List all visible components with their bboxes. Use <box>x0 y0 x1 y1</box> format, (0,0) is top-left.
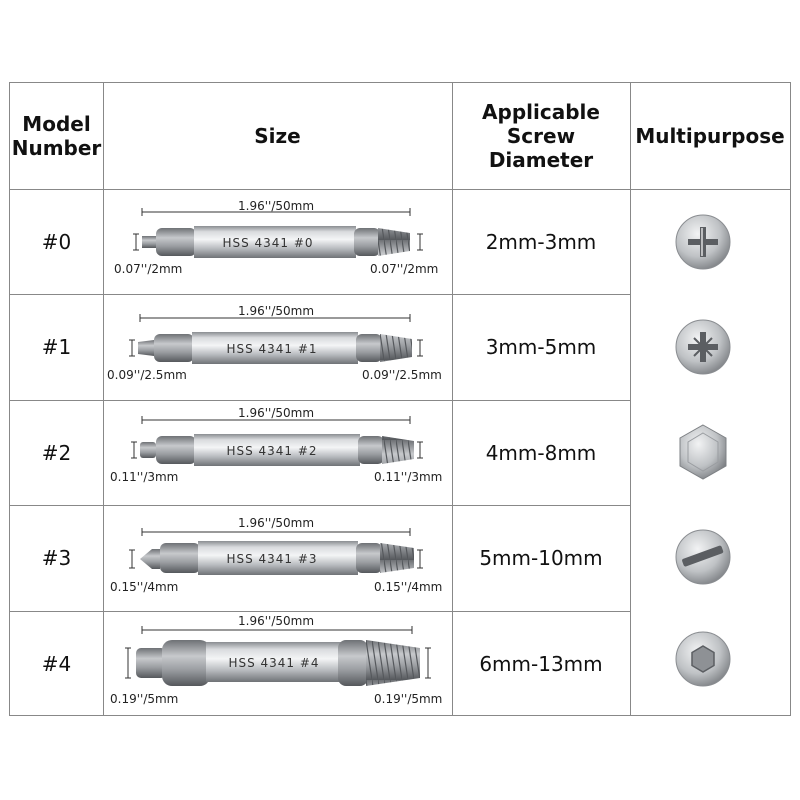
slotted-screw-icon <box>674 528 732 586</box>
screw-diameter: 2mm-3mm <box>485 229 597 254</box>
drill-bit-1 <box>129 314 423 364</box>
length-label: 1.96''/50mm <box>238 516 315 530</box>
left-tip-label: 0.11''/3mm <box>110 470 179 484</box>
left-tip-label: 0.07''/2mm <box>114 262 183 276</box>
phillips-screw-icon <box>674 213 732 271</box>
bit-engraving: HSS 4341 #3 <box>226 552 318 566</box>
left-tip-label: 0.09''/2.5mm <box>107 368 187 382</box>
model-number: #3 <box>41 546 72 570</box>
header-size: Size <box>254 124 301 148</box>
right-tip-label: 0.15''/4mm <box>374 580 443 594</box>
length-label: 1.96''/50mm <box>238 304 315 318</box>
right-tip-label: 0.09''/2.5mm <box>362 368 442 382</box>
header-model-number: Model Number <box>11 112 102 160</box>
bit-engraving: HSS 4341 #1 <box>226 342 318 356</box>
bit-engraving: HSS 4341 #0 <box>222 236 314 250</box>
hex-socket-screw-icon <box>674 630 732 688</box>
length-label: 1.96''/50mm <box>238 406 315 420</box>
drill-bit-0 <box>133 208 423 258</box>
drill-bit-4 <box>125 626 431 686</box>
bit-engraving: HSS 4341 #4 <box>228 656 320 670</box>
right-tip-label: 0.19''/5mm <box>374 692 443 706</box>
screw-diameter: 6mm-13mm <box>479 651 603 676</box>
pozidriv-screw-icon <box>674 318 732 376</box>
hex-bolt-icon <box>674 423 732 481</box>
right-tip-label: 0.11''/3mm <box>374 470 443 484</box>
header-multipurpose: Multipurpose <box>635 124 785 148</box>
screw-diameter: 3mm-5mm <box>485 335 597 359</box>
model-number: #1 <box>41 335 72 359</box>
length-label: 1.96''/50mm <box>238 614 315 628</box>
model-number: #0 <box>41 229 72 254</box>
left-tip-label: 0.19''/5mm <box>110 692 179 706</box>
drill-bit-2 <box>131 416 423 466</box>
bit-engraving: HSS 4341 #2 <box>226 444 318 458</box>
right-tip-label: 0.07''/2mm <box>370 262 439 276</box>
left-tip-label: 0.15''/4mm <box>110 580 179 594</box>
drill-bit-3 <box>129 528 423 575</box>
screw-diameter: 4mm-8mm <box>485 440 597 465</box>
model-number: #2 <box>41 440 72 465</box>
length-label: 1.96''/50mm <box>238 199 315 213</box>
screw-diameter: 5mm-10mm <box>479 546 603 570</box>
model-number: #4 <box>41 651 72 676</box>
header-screw-diameter: Applicable Screw Diameter <box>482 100 600 172</box>
